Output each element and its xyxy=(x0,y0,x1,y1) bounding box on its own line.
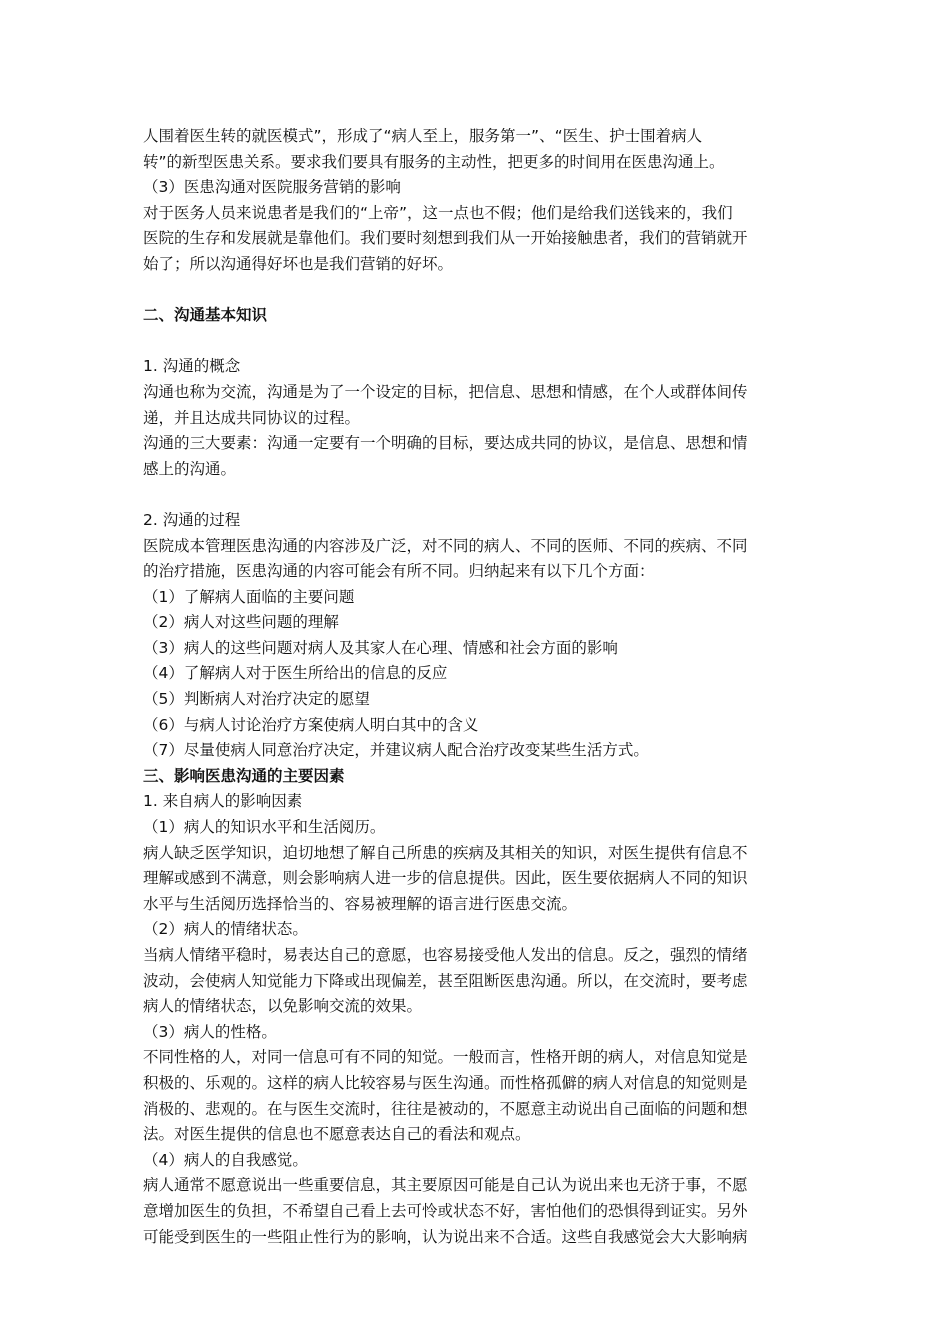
paragraph xyxy=(143,738,807,764)
text-line: 的治疗措施，医患沟通的内容可能会有所不同。归纳起来有以下几个方面： xyxy=(143,562,655,581)
text-line: （6）与病人讨论治疗方案使病人明白其中的含义 xyxy=(143,715,479,734)
text-line: （1）病人的知识水平和生活阅历。 xyxy=(143,818,386,837)
text-line: 医院成本管理医患沟通的内容涉及广泛，对不同的病人、不同的医师、不同的疾病、不同 xyxy=(143,536,748,555)
text-line: 法。对医生提供的信息也不愿意表达自己的看法和观点。 xyxy=(143,1125,531,1144)
text-line: （2）病人的情绪状态。 xyxy=(143,920,308,939)
text-line: （3）病人的这些问题对病人及其家人在心理、情感和社会方面的影响 xyxy=(143,638,618,657)
paragraph xyxy=(143,917,807,943)
paragraph xyxy=(143,585,807,611)
paragraph xyxy=(143,661,807,687)
paragraph xyxy=(143,534,807,585)
text-line: 人围着医生转的就医模式”，形成了“病人至上，服务第一”、“医生、护士围着病人 xyxy=(143,127,703,145)
paragraph xyxy=(143,1148,807,1174)
document-page xyxy=(143,124,807,1250)
paragraph xyxy=(143,175,807,201)
paragraph xyxy=(143,1173,807,1250)
text-line: 沟通的三大要素：沟通一定要有一个明确的目标，要达成共同的协议，是信息、思想和情 xyxy=(143,434,748,453)
paragraph xyxy=(143,124,807,175)
text-line: 医院的生存和发展就是靠他们。我们要时刻想到我们从一开始接触患者，我们的营销就开 xyxy=(143,229,748,248)
text-line: 病人缺乏医学知识，迫切地想了解自己所患的疾病及其相关的知识，对医生提供有信息不 xyxy=(143,843,748,862)
text-line: （4）了解病人对于医生所给出的信息的反应 xyxy=(143,664,448,683)
blank-line xyxy=(143,482,807,508)
text-line: 消极的、悲观的。在与医生交流时，往往是被动的，不愿意主动说出自己面临的问题和想 xyxy=(143,1099,748,1118)
paragraph xyxy=(143,508,807,534)
text-line: 1. 沟通的概念 xyxy=(143,357,241,376)
paragraph xyxy=(143,943,807,1020)
text-line: 感上的沟通。 xyxy=(143,459,237,478)
text-line: 水平与生活阅历选择恰当的、容易被理解的语言进行医患交流。 xyxy=(143,894,578,913)
text-line: 1. 来自病人的影响因素 xyxy=(143,792,303,811)
text-line: 对于医务人员来说患者是我们的“上帝”，这一点也不假；他们是给我们送钱来的，我们 xyxy=(143,203,733,222)
text-line: （3）病人的性格。 xyxy=(143,1022,277,1041)
text-line: 不同性格的人，对同一信息可有不同的知觉。一般而言，性格开朗的病人，对信息知觉是 xyxy=(143,1048,748,1067)
blank-line xyxy=(143,278,807,304)
text-line: 转”的新型医患关系。要求我们要具有服务的主动性，把更多的时间用在医患沟通上。 xyxy=(143,152,725,171)
text-line: 当病人情绪平稳时，易表达自己的意愿，也容易接受他人发出的信息。反之，强烈的情绪 xyxy=(143,946,748,964)
text-line: 理解或感到不满意，则会影响病人进一步的信息提供。因此，医生要依据病人不同的知识 xyxy=(143,869,748,888)
text-line: 始了；所以沟通得好坏也是我们营销的好坏。 xyxy=(143,254,454,273)
paragraph xyxy=(143,354,807,380)
paragraph xyxy=(143,636,807,662)
paragraph xyxy=(143,431,807,482)
section-heading xyxy=(143,764,807,790)
text-line: 三、影响医患沟通的主要因素 xyxy=(143,766,345,785)
paragraph xyxy=(143,380,807,431)
paragraph xyxy=(143,201,807,278)
paragraph xyxy=(143,1020,807,1046)
text-line: （1）了解病人面临的主要问题 xyxy=(143,587,355,606)
text-line: 积极的、乐观的。这样的病人比较容易与医生沟通。而性格孤僻的病人对信息的知觉则是 xyxy=(143,1073,748,1092)
text-line: 病人的情绪状态，以免影响交流的效果。 xyxy=(143,997,423,1016)
paragraph xyxy=(143,815,807,841)
text-line: （2）病人对这些问题的理解 xyxy=(143,613,339,632)
text-line: 可能受到医生的一些阻止性行为的影响，认为说出来不合适。这些自我感觉会大大影响病 xyxy=(143,1227,748,1246)
text-line: 2. 沟通的过程 xyxy=(143,510,241,529)
section-heading xyxy=(143,303,807,329)
text-line: （5）判断病人对治疗决定的愿望 xyxy=(143,690,370,709)
paragraph xyxy=(143,713,807,739)
paragraph xyxy=(143,789,807,815)
paragraph xyxy=(143,610,807,636)
text-line: （3）医患沟通对医院服务营销的影响 xyxy=(143,178,401,197)
paragraph xyxy=(143,841,807,918)
text-line: 二、沟通基本知识 xyxy=(143,306,268,325)
text-line: 递，并且达成共同协议的过程。 xyxy=(143,408,361,427)
paragraph xyxy=(143,1045,807,1147)
text-line: （7）尽量使病人同意治疗决定，并建议病人配合治疗改变某些生活方式。 xyxy=(143,741,649,760)
text-line: 波动，会使病人知觉能力下降或出现偏差，甚至阻断医患沟通。所以，在交流时，要考虑 xyxy=(143,971,748,990)
text-line: 意增加医生的负担，不希望自己看上去可怜或状态不好，害怕他们的恐惧得到证实。另外 xyxy=(143,1201,748,1220)
text-line: 病人通常不愿意说出一些重要信息，其主要原因可能是自己认为说出来也无济于事，不愿 xyxy=(143,1176,748,1195)
paragraph xyxy=(143,687,807,713)
text-line: （4）病人的自我感觉。 xyxy=(143,1150,308,1169)
blank-line xyxy=(143,329,807,355)
text-line: 沟通也称为交流，沟通是为了一个设定的目标，把信息、思想和情感，在个人或群体间传 xyxy=(143,382,748,401)
